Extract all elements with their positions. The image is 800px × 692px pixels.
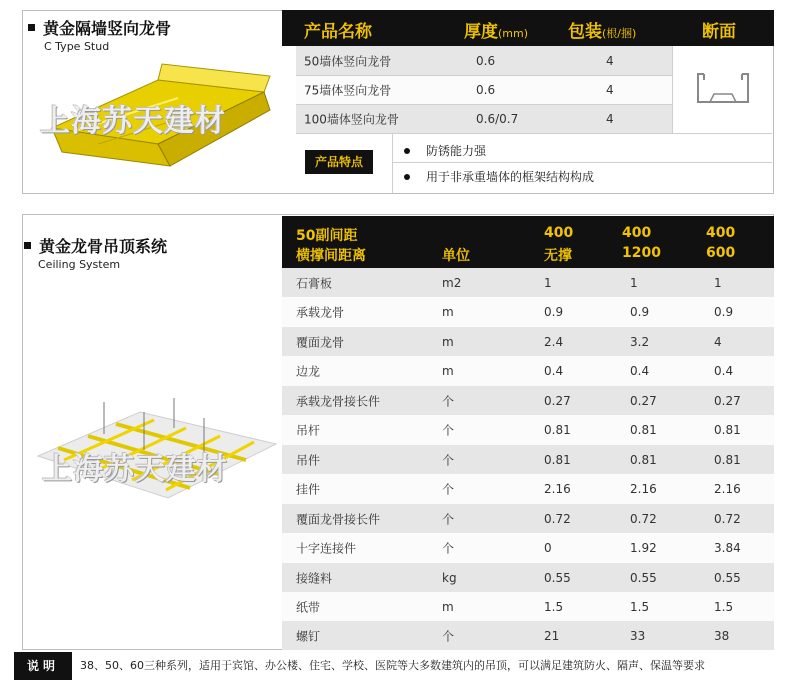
feature-item: 防锈能力强 bbox=[404, 142, 486, 159]
table-row: 吊件 个 0.81 0.81 0.81 bbox=[282, 445, 774, 474]
ceiling-subtitle: Ceiling System bbox=[38, 258, 121, 271]
table-row: 吊杆 个 0.81 0.81 0.81 bbox=[282, 415, 774, 445]
row-divider bbox=[296, 133, 772, 134]
table-row: 承载龙骨接长件 个 0.27 0.27 0.27 bbox=[282, 386, 774, 415]
table-row: 75墙体竖向龙骨 0.6 4 bbox=[296, 75, 672, 104]
note-text: 38、50、60三种系列，适用于宾馆、办公楼、住宅、学校、医院等大多数建筑内的吊顶，可以满足建筑防火、隔声、保温等要求 bbox=[80, 659, 705, 672]
header-thickness: 厚度(mm) bbox=[464, 22, 529, 42]
row-divider bbox=[296, 75, 672, 76]
header-section: 断面 bbox=[702, 22, 736, 42]
header-product-name: 产品名称 bbox=[304, 22, 372, 42]
table-row: 边龙 m 0.4 0.4 0.4 bbox=[282, 356, 774, 386]
table-row: 纸带 m 1.5 1.5 1.5 bbox=[282, 592, 774, 621]
table-row: 十字连接件 个 0 1.92 3.84 bbox=[282, 533, 774, 563]
row-divider bbox=[296, 104, 672, 105]
table-row: 覆面龙骨接长件 个 0.72 0.72 0.72 bbox=[282, 504, 774, 533]
note-bar bbox=[14, 652, 790, 680]
note-label: 说明 bbox=[14, 652, 72, 680]
bullet-square-icon bbox=[24, 242, 31, 249]
ceiling-table-header: 50副间距 横撑间距离 单位 400 无撑 400 1200 400 600 bbox=[282, 216, 774, 268]
stud-title: 黄金隔墙竖向龙骨 bbox=[28, 16, 171, 39]
watermark-1: 上海苏天建材 bbox=[40, 104, 226, 139]
table-row: 100墙体竖向龙骨 0.6/0.7 4 bbox=[296, 104, 672, 133]
table-row: 石膏板 m2 1 1 1 bbox=[282, 268, 774, 297]
bullet-dot-icon bbox=[404, 148, 410, 154]
table-row: 承载龙骨 m 0.9 0.9 0.9 bbox=[282, 297, 774, 327]
stud-table-header bbox=[282, 10, 774, 46]
bullet-square-icon bbox=[28, 24, 35, 31]
table-row: 挂件 个 2.16 2.16 2.16 bbox=[282, 474, 774, 504]
ceiling-title: 黄金龙骨吊顶系统 bbox=[24, 234, 167, 257]
table-row: 50墙体竖向龙骨 0.6 4 bbox=[296, 46, 672, 75]
stud-subtitle: C Type Stud bbox=[44, 40, 110, 53]
table-row: 螺钉 个 21 33 38 bbox=[282, 621, 774, 650]
bullet-dot-icon bbox=[404, 174, 410, 180]
watermark-2: 上海苏天建材 bbox=[42, 452, 228, 487]
table-row: 覆面龙骨 m 2.4 3.2 4 bbox=[282, 327, 774, 356]
header-pack: 包装(根/捆) bbox=[568, 22, 637, 42]
col-divider bbox=[392, 133, 393, 193]
c-section-profile-icon bbox=[696, 72, 750, 106]
feature-item: 用于非承重墙体的框架结构构成 bbox=[404, 168, 594, 185]
col-divider bbox=[672, 46, 673, 133]
feature-label: 产品特点 bbox=[305, 150, 373, 174]
table-row: 接缝料 kg 0.55 0.55 0.55 bbox=[282, 563, 774, 592]
row-divider bbox=[392, 162, 772, 163]
